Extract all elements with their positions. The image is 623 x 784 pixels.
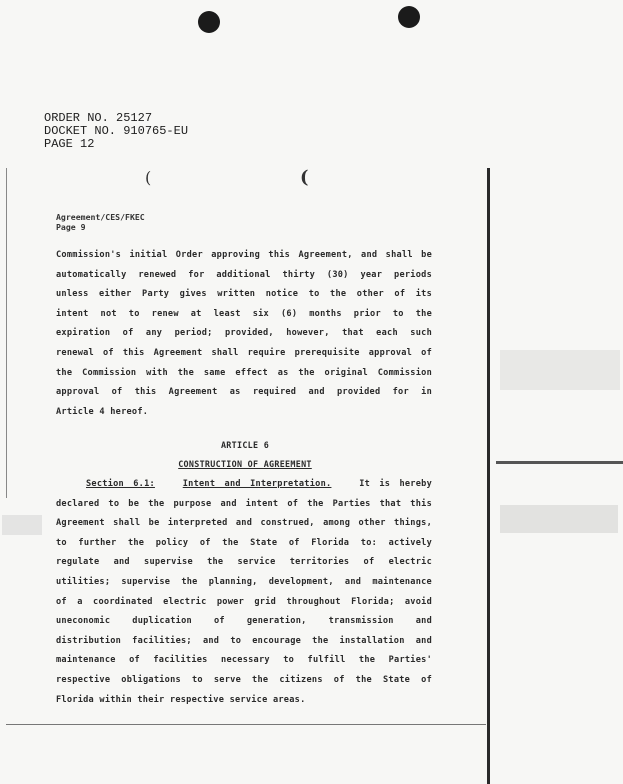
- copy-noise: [500, 350, 620, 390]
- text-line: expiration of any period; provided, however, that each such: [56, 328, 432, 339]
- docket-number: DOCKET NO. 910765-EU: [44, 124, 189, 138]
- text-line: Agreement shall be interpreted and construed, among other things,: [56, 518, 432, 529]
- agreement-reference: Agreement/CES/FKEC: [56, 212, 145, 222]
- order-header: [44, 112, 188, 151]
- order-number: ORDER NO. 25127: [44, 111, 153, 125]
- text-line: utilities; supervise the planning, development, and maintenance: [56, 576, 432, 587]
- section-first-line: [56, 475, 432, 495]
- text-line: Commission's initial Order approving this Agreement, and shall be: [56, 250, 432, 260]
- copy-noise: [2, 515, 42, 535]
- copy-noise: [500, 505, 618, 533]
- text-line: respective obligations to serve the citizens of the State of: [56, 674, 432, 685]
- article-number: ARTICLE 6: [220, 440, 270, 450]
- copy-artifact: (: [145, 168, 152, 187]
- text-line: Article 4 hereof.: [56, 406, 149, 417]
- copy-edge-line: [496, 461, 623, 464]
- binder-hole: [398, 6, 420, 28]
- binder-hole: [198, 11, 220, 33]
- text-line: of a coordinated electric power grid throughout Florida; avoid: [56, 596, 432, 607]
- text-line: uneconomic duplication of generation, transmission and: [56, 616, 432, 627]
- inner-page-number: Page 9: [56, 222, 86, 232]
- section-first-text: It is hereby: [359, 479, 432, 489]
- text-line: to further the policy of the State of Florida to: actively: [56, 537, 432, 548]
- text-line: the Commission with the same effect as the original Commission: [56, 367, 432, 378]
- text-line: distribution facilities; and to encourage the installation and: [56, 635, 432, 646]
- copy-artifact: (: [300, 167, 309, 188]
- copy-edge-line: [6, 724, 486, 725]
- paragraph-term: [56, 246, 432, 422]
- section-heading: Intent and Interpretation.: [182, 479, 332, 489]
- page-number: PAGE 12: [44, 137, 95, 151]
- text-line: Florida within their respective service areas.: [56, 694, 306, 705]
- text-line: maintenance of facilities necessary to fulfill the Parties': [56, 655, 432, 666]
- inner-document-reference: [56, 212, 145, 232]
- section-label: Section 6.1:: [86, 479, 155, 489]
- text-line: intent not to renew at least six (6) months prior to the: [56, 308, 432, 319]
- copy-edge-line: [487, 168, 490, 784]
- text-line: renewal of this Agreement shall require prerequisite approval of: [56, 347, 432, 358]
- article-title-wrap: [0, 459, 490, 469]
- text-line: automatically renewed for additional thirty (30) year periods: [56, 269, 432, 280]
- text-line: unless either Party gives written notice to the other of its: [56, 289, 432, 300]
- article-title: CONSTRUCTION OF AGREEMENT: [178, 459, 312, 469]
- text-line: approval of this Agreement as required and provided for in: [56, 387, 432, 398]
- paragraph-section-6-1: [56, 475, 432, 710]
- text-line: declared to be the purpose and intent of the Parties that this: [56, 498, 432, 509]
- text-line: regulate and supervise the service territories of electric: [56, 557, 432, 568]
